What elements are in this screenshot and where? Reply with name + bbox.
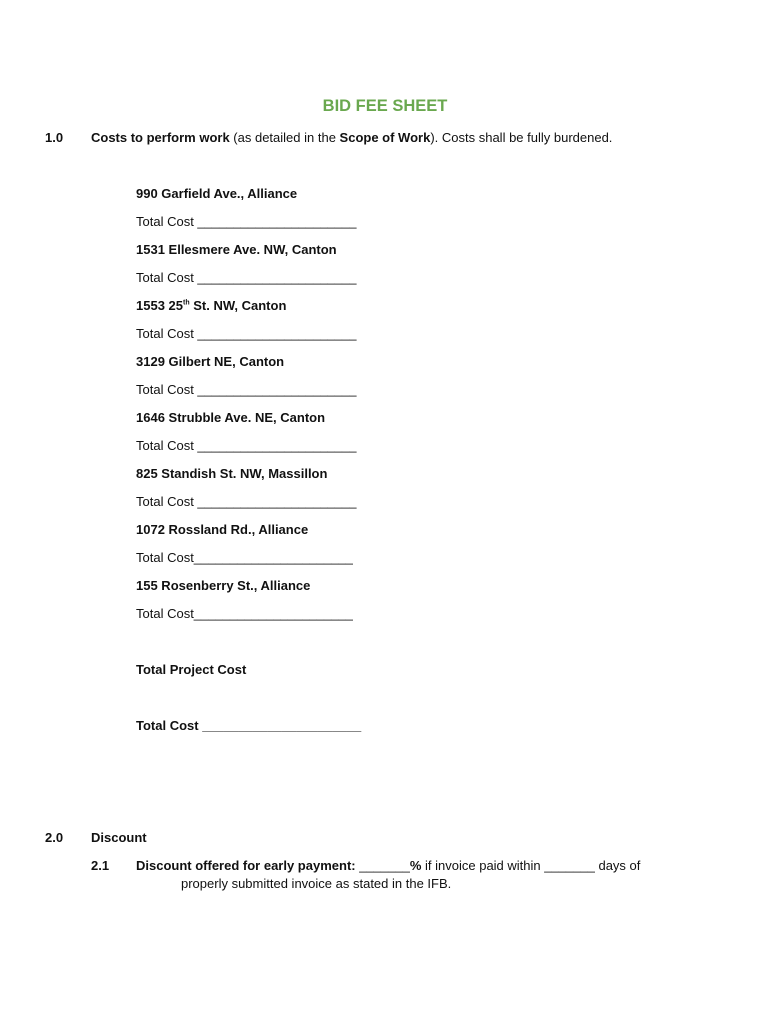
section-number-2: 2.0 [45,830,64,845]
site-address-2: 1531 Ellesmere Ave. NW, Canton [136,242,337,257]
discount-clause-continuation: properly submitted invoice as stated in the IFB. [181,876,452,891]
section-1-intro [91,130,612,145]
site-cost-line-2: Total Cost ______________________ [136,270,357,285]
site-address-6: 825 Standish St. NW, Massillon [136,466,328,481]
site-cost-line-3: Total Cost ______________________ [136,326,357,341]
percent-sign: % [409,858,422,873]
site-address-7: 1072 Rossland Rd., Alliance [136,522,309,537]
section-1-text-b: ). Costs shall be fully burdened. [430,130,613,145]
section-1-text-a: (as detailed in the [229,130,340,145]
total-cost-line: Total Cost ______________________ [136,718,362,733]
site-cost-line-6: Total Cost ______________________ [136,494,357,509]
site-cost-line-1: Total Cost ______________________ [136,214,357,229]
site-cost-line-7: Total Cost______________________ [136,550,353,565]
section-2-heading: Discount [91,830,147,845]
site-address-3 [136,298,286,313]
total-project-cost-label: Total Project Cost [136,662,247,677]
discount-days-text: if invoice paid within _______ days of [421,858,641,873]
subsection-number-2-1: 2.1 [91,858,110,873]
site-address-3-street: St. NW, Canton [189,298,287,313]
site-address-1: 990 Garfield Ave., Alliance [136,186,298,201]
site-cost-line-4: Total Cost ______________________ [136,382,357,397]
site-address-3-number: 1553 25 [136,298,183,313]
scope-of-work-ref: Scope of Work [339,130,431,145]
site-address-4: 3129 Gilbert NE, Canton [136,354,285,369]
discount-label: Discount offered for early payment: [136,858,356,873]
site-cost-line-8: Total Cost______________________ [136,606,353,621]
section-1-heading: Costs to perform work [91,130,230,145]
section-number-1: 1.0 [45,130,64,145]
site-address-5: 1646 Strubble Ave. NE, Canton [136,410,326,425]
page-title: BID FEE SHEET [322,97,448,115]
discount-percent-blank: _______ [355,858,410,873]
site-address-8: 155 Rosenberry St., Alliance [136,578,311,593]
site-cost-line-5: Total Cost ______________________ [136,438,357,453]
ordinal-suffix: th [183,299,190,307]
discount-clause [136,858,640,873]
